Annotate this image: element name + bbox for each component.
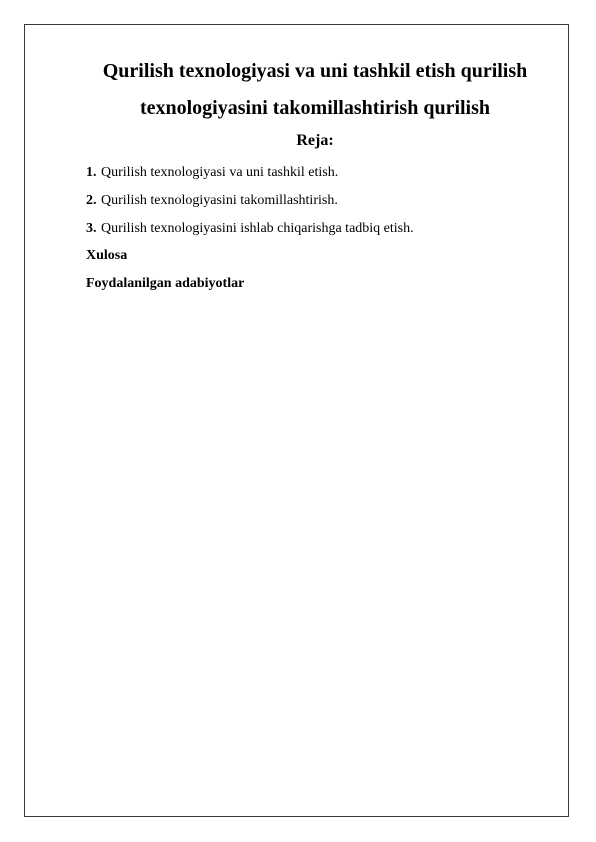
document-title-line-1: Qurilish texnologiyasi va uni tashkil etish qurilish: [102, 60, 528, 82]
plan-item-text: Qurilish texnologiyasini ishlab chiqarishga tadbiq etish.: [101, 221, 414, 236]
references-heading: Foydalanilgan adabiyotlar: [86, 276, 245, 291]
plan-item: [86, 164, 414, 182]
plan-item: [86, 192, 414, 210]
document-title-line-2: texnologiyasini takomillashtirish qurilish: [139, 97, 491, 119]
plan-item: [86, 220, 414, 238]
plan-heading: Reja:: [296, 132, 334, 149]
plan-item-number: 1.: [86, 165, 97, 180]
plan-list: [86, 164, 414, 248]
plan-item-text: Qurilish texnologiyasi va uni tashkil etish.: [101, 165, 339, 180]
conclusion-heading: Xulosa: [86, 248, 128, 263]
plan-item-number: 3.: [86, 221, 97, 236]
plan-item-number: 2.: [86, 193, 97, 208]
plan-item-text: Qurilish texnologiyasini takomillashtirish.: [101, 193, 338, 208]
